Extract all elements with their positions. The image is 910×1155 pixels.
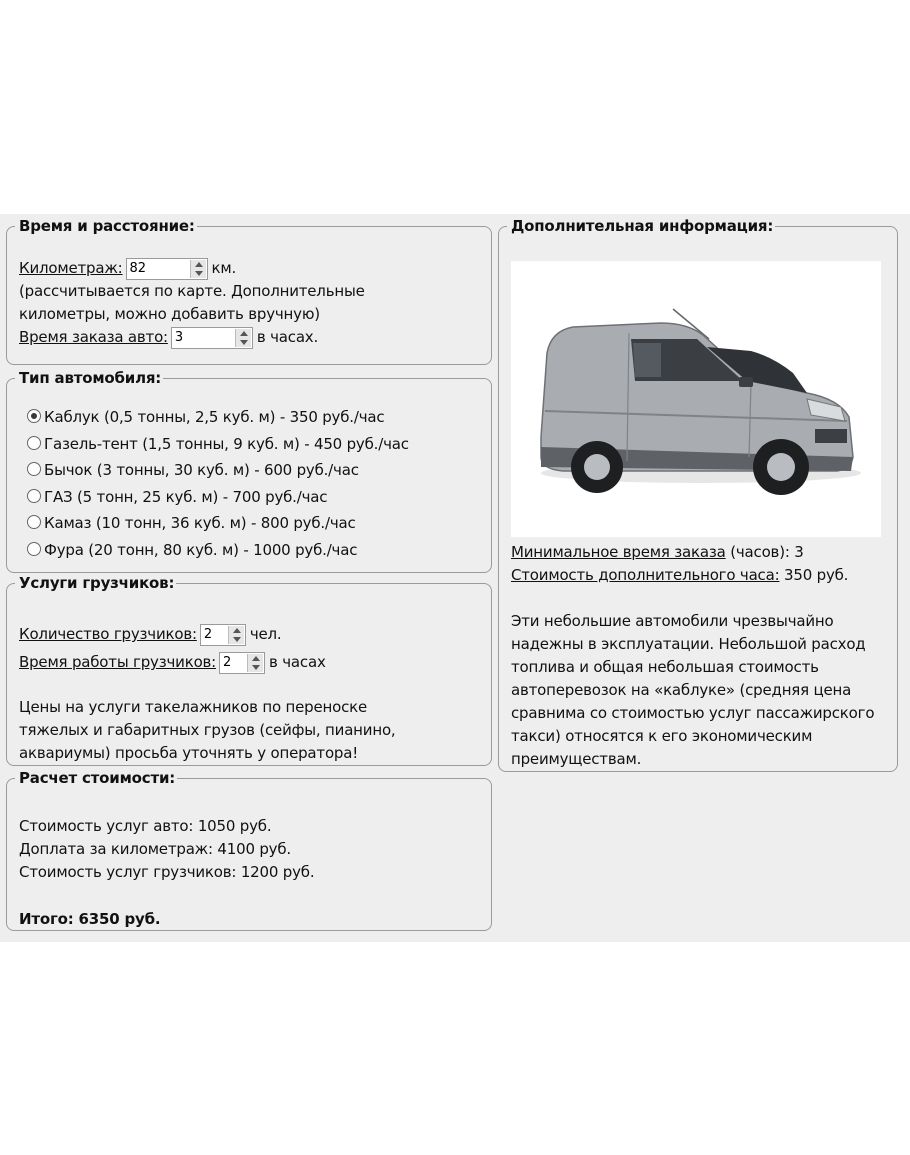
vehicle-option[interactable] xyxy=(27,404,481,431)
extra-hour-label: Стоимость дополнительного часа: xyxy=(511,566,780,584)
vehicle-radio[interactable] xyxy=(27,542,41,556)
movers-hours-input[interactable] xyxy=(220,653,248,673)
movers-hours-row xyxy=(19,648,481,676)
order-time-input[interactable] xyxy=(172,328,236,348)
vehicle-radio-list xyxy=(27,404,481,563)
cost-legend: Расчет стоимости: xyxy=(19,769,176,787)
vehicle-radio[interactable] xyxy=(27,436,41,450)
order-time-label: Время заказа авто: xyxy=(19,328,168,346)
km-label: Километраж: xyxy=(19,259,123,277)
spin-up-icon[interactable] xyxy=(236,329,251,338)
movers-legend: Услуги грузчиков: xyxy=(19,574,175,592)
spin-up-icon[interactable] xyxy=(229,626,244,635)
km-input[interactable] xyxy=(127,259,191,279)
km-row xyxy=(19,257,481,280)
info-legend: Дополнительная информация: xyxy=(511,217,774,235)
movers-hours-unit: в часах xyxy=(269,653,326,671)
calculator-panel xyxy=(0,214,910,942)
spin-down-icon[interactable] xyxy=(236,338,251,347)
movers-note: Цены на услуги такелажников по переноске тяжелых и габаритных грузов (сейфы, пианино, аквариумы) просьба уточнять у оператора! xyxy=(19,698,396,762)
vehicle-option-label[interactable]: Газель-тент (1,5 тонны, 9 куб. м) - 450 руб./час xyxy=(44,434,409,453)
spin-up-icon[interactable] xyxy=(191,260,206,269)
vehicle-type-fieldset xyxy=(6,369,492,573)
info-description: Эти небольшие автомобили чрезвычайно надежны в эксплуатации. Небольшой расход топлива и общая небольшая стоимость автоперевозок на «каблуке» (средняя цена сравнима со стоимостью услуг пассажирского такси) относятся к его экономическим преимуществам. xyxy=(511,612,875,768)
vehicle-option[interactable] xyxy=(27,484,481,511)
movers-count-input[interactable] xyxy=(201,625,229,645)
movers-hours-label: Время работы грузчиков: xyxy=(19,653,217,671)
cost-movers: Стоимость услуг грузчиков: 1200 руб. xyxy=(19,863,315,881)
order-time-spinner[interactable] xyxy=(171,327,253,349)
info-fieldset xyxy=(498,217,898,772)
order-time-row xyxy=(19,326,481,349)
cost-km: Доплата за километраж: 4100 руб. xyxy=(19,840,291,858)
vehicle-radio[interactable] xyxy=(27,515,41,529)
spin-down-icon[interactable] xyxy=(229,635,244,644)
vehicle-type-legend: Тип автомобиля: xyxy=(19,369,162,387)
movers-hours-spin-arrows[interactable] xyxy=(247,654,263,672)
extra-hour-row xyxy=(511,564,887,587)
movers-count-spinner[interactable] xyxy=(200,624,246,646)
spin-up-icon[interactable] xyxy=(248,654,263,663)
movers-fieldset xyxy=(6,574,492,766)
vehicle-option-label[interactable]: Фура (20 тонн, 80 куб. м) - 1000 руб./час xyxy=(44,540,358,559)
cost-total: Итого: 6350 руб. xyxy=(19,910,161,928)
order-time-unit: в часах. xyxy=(256,328,319,346)
movers-count-spin-arrows[interactable] xyxy=(228,626,244,644)
van-icon xyxy=(511,261,881,537)
order-time-spin-arrows[interactable] xyxy=(235,329,251,347)
time-distance-fieldset xyxy=(6,217,492,365)
van-image xyxy=(511,261,881,537)
km-spinner[interactable] xyxy=(126,258,208,280)
cost-fieldset xyxy=(6,769,492,931)
movers-hours-spinner[interactable] xyxy=(219,652,265,674)
vehicle-option-label[interactable]: Бычок (3 тонны, 30 куб. м) - 600 руб./час xyxy=(44,461,359,479)
vehicle-option[interactable] xyxy=(27,510,481,537)
movers-count-row xyxy=(19,620,481,648)
vehicle-radio[interactable] xyxy=(27,409,41,423)
cost-auto: Стоимость услуг авто: 1050 руб. xyxy=(19,817,272,835)
vehicle-option[interactable] xyxy=(27,431,481,458)
vehicle-option-label[interactable]: Камаз (10 тонн, 36 куб. м) - 800 руб./час xyxy=(44,514,356,532)
km-unit: км. xyxy=(211,259,237,277)
extra-hour-value: 350 руб. xyxy=(779,566,849,584)
vehicle-radio[interactable] xyxy=(27,489,41,503)
vehicle-option-label[interactable]: ГАЗ (5 тонн, 25 куб. м) - 700 руб./час xyxy=(44,487,328,506)
min-time-row xyxy=(511,541,887,564)
spin-down-icon[interactable] xyxy=(248,663,263,672)
min-time-label: Минимальное время заказа xyxy=(511,543,726,561)
vehicle-radio[interactable] xyxy=(27,462,41,476)
movers-count-unit: чел. xyxy=(249,625,282,643)
km-note: (рассчитывается по карте. Дополнительные километры, можно добавить вручную) xyxy=(19,282,365,323)
vehicle-option[interactable] xyxy=(27,537,481,564)
min-time-value: (часов): 3 xyxy=(725,543,804,561)
vehicle-option[interactable] xyxy=(27,457,481,484)
km-spin-arrows[interactable] xyxy=(190,260,206,278)
movers-count-label: Количество грузчиков: xyxy=(19,625,197,643)
vehicle-option-label[interactable]: Каблук (0,5 тонны, 2,5 куб. м) - 350 руб./час xyxy=(44,408,385,426)
spin-down-icon[interactable] xyxy=(191,269,206,278)
time-distance-legend: Время и расстояние: xyxy=(19,217,195,235)
